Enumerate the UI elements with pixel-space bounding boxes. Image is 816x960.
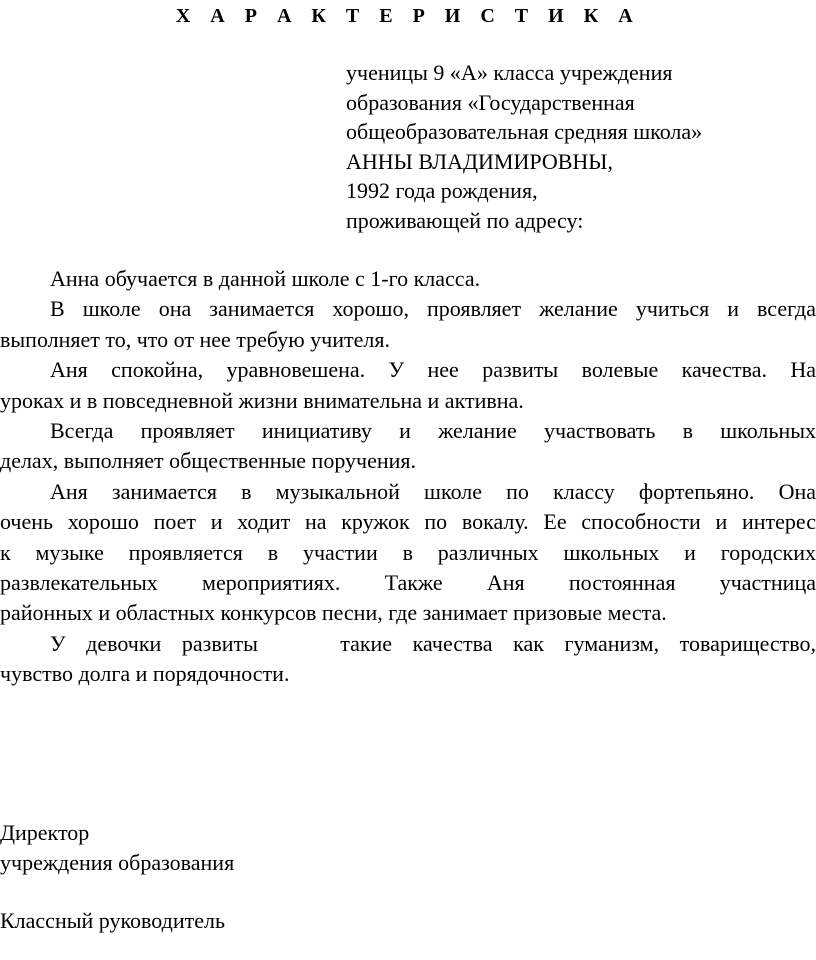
addressee-block xyxy=(346,58,816,235)
paragraph-line: выполняет то, что от нее требую учителя. xyxy=(0,326,390,352)
director-title: Директор xyxy=(0,820,90,845)
paragraph xyxy=(0,416,816,477)
paragraph-line: Анна обучается в данной школе с 1-го класса. xyxy=(50,266,481,291)
paragraph xyxy=(0,264,816,294)
paragraph-line: У девочки развиты такие качества как гуманизм, товарищество, xyxy=(50,630,816,656)
paragraph-line: районных и областных конкурсов песни, где занимает призовые места. xyxy=(0,600,667,626)
paragraph xyxy=(0,355,816,416)
paragraph xyxy=(0,629,816,690)
addressee-line: проживающей по адресу: xyxy=(346,207,584,233)
paragraph-line: очень хорошо поет и ходит на кружок по вокалу. Ее способности и интерес xyxy=(0,509,816,535)
paragraph xyxy=(0,294,816,355)
paragraph-line: делах, выполняет общественные поручения. xyxy=(0,448,417,474)
document-title: Х А Р А К Т Е Р И С Т И К А xyxy=(175,5,641,27)
paragraph-line: развлекательных мероприятиях. Также Аня постоянная участница xyxy=(0,570,816,596)
paragraph-line: В школе она занимается хорошо, проявляет желание учиться и всегда xyxy=(50,296,816,322)
paragraph-line: Аня спокойна, уравновешена. У нее развиты волевые качества. На xyxy=(50,357,816,383)
paragraph-line: Всегда проявляет инициативу и желание участвовать в школьных xyxy=(50,418,816,444)
addressee-line: АННЫ ВЛАДИМИРОВНЫ, xyxy=(346,148,613,174)
class-teacher-title: Классный руководитель xyxy=(0,908,226,933)
paragraph-line: чувство долга и порядочности. xyxy=(0,661,290,687)
paragraph xyxy=(0,477,816,629)
director-institution: учреждения образования xyxy=(0,850,235,875)
addressee-line: общеобразовательная средняя школа» xyxy=(346,119,703,144)
addressee-line: 1992 года рождения, xyxy=(346,178,538,203)
paragraph-line: к музыке проявляется в участии в различных школьных и городских xyxy=(0,539,816,565)
characteristic-body xyxy=(0,264,816,690)
paragraph-line: уроках и в повседневной жизни внимательна и активна. xyxy=(0,387,524,413)
paragraph-line: Аня занимается в музыкальной школе по классу фортепьяно. Она xyxy=(50,478,816,504)
addressee-line: ученицы 9 «А» класса учреждения xyxy=(346,60,673,85)
addressee-line: образования «Государственная xyxy=(346,89,635,115)
